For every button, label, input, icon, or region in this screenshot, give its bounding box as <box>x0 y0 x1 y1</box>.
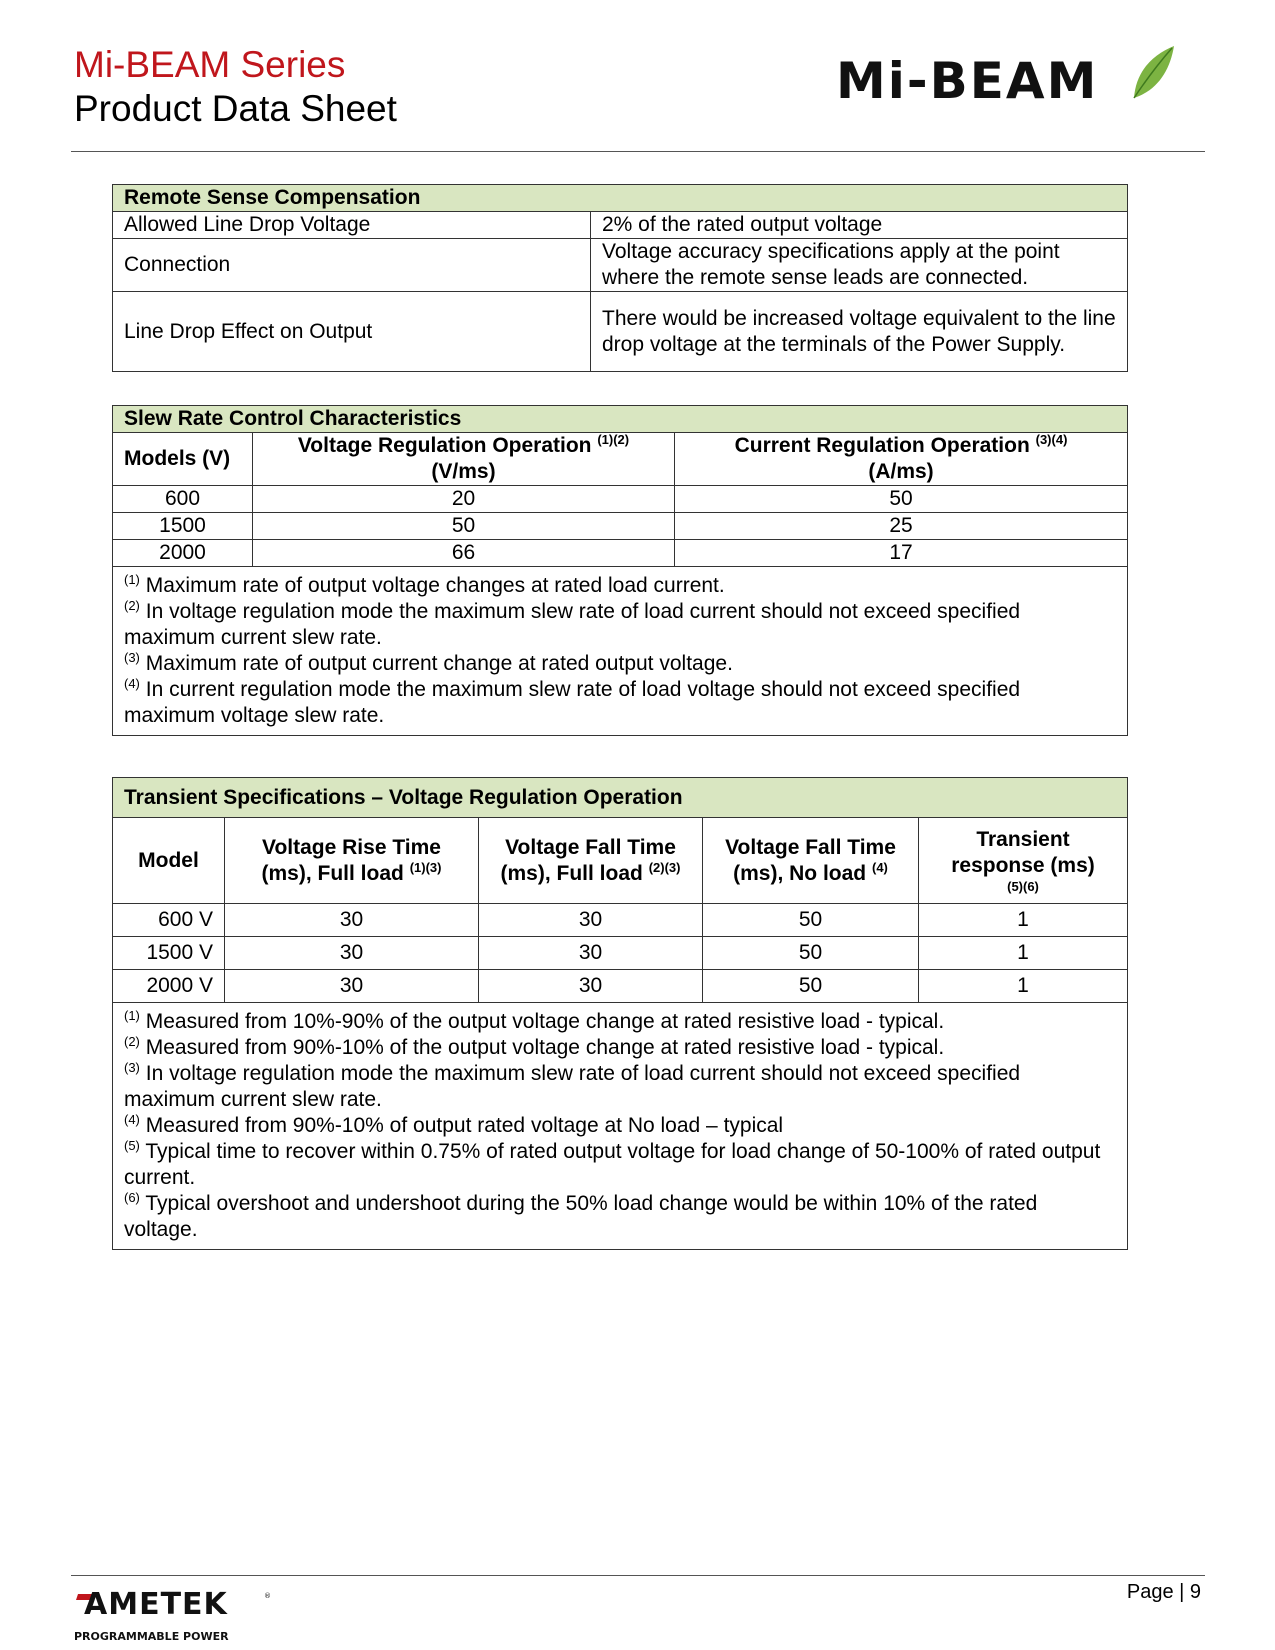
col-rise <box>225 818 479 904</box>
table-row <box>113 540 1128 567</box>
table-row <box>113 904 1128 937</box>
col-voltage <box>253 433 675 486</box>
remote-sense-title: Remote Sense Compensation <box>113 185 1128 212</box>
col-current-line2: (A/ms) <box>868 460 934 483</box>
col-fall-line2: (ms), Full load <box>500 861 643 885</box>
row-label: Connection <box>113 239 591 292</box>
section-header <box>113 406 1128 433</box>
cell-response: 1 <box>919 937 1128 970</box>
notes-row <box>113 1003 1128 1250</box>
footnote: $^{(5)}$ Typical time to recover within 0.75% of rated output voltage for load change of 50-100% of rated output current. <box>124 1138 1101 1189</box>
col-voltage-line2: (V/ms) <box>431 460 496 483</box>
col-noload-ref: (4) <box>871 859 888 875</box>
page-number: Page | 9 <box>1126 1581 1201 1603</box>
footnote: $^{(3)}$ In voltage regulation mode the maximum slew rate of load current should not exceed specified maximum current slew rate. <box>124 1060 1021 1111</box>
slew-rate-title: Slew Rate Control Characteristics <box>113 406 1128 433</box>
transient-notes <box>113 1003 1128 1250</box>
footnote: $^{(4)}$ In current regulation mode the maximum slew rate of load voltage should not exceed specified maximum voltage slew rate. <box>124 676 1021 727</box>
mibeam-logo-text: Mi-BEAM <box>836 52 1099 110</box>
section-header <box>113 185 1128 212</box>
row-value: 2% of the rated output voltage <box>591 212 1128 239</box>
ametek-wordmark: AMETEK <box>84 1587 228 1622</box>
transient-title: Transient Specifications – Voltage Regulation Operation <box>113 778 1128 818</box>
cell-fall: 30 <box>479 904 703 937</box>
cell-fall: 30 <box>479 970 703 1003</box>
col-fall <box>479 818 703 904</box>
cell-voltage: 50 <box>253 513 675 540</box>
ametek-logo <box>74 1582 274 1648</box>
cell-rise: 30 <box>225 970 479 1003</box>
table-row <box>113 970 1128 1003</box>
col-models: Models (V) <box>113 433 253 486</box>
ametek-tagline: PROGRAMMABLE POWER <box>74 1630 229 1643</box>
section-header <box>113 778 1128 818</box>
col-noload-line1: Voltage Fall Time <box>725 835 896 859</box>
cell-response: 1 <box>919 904 1128 937</box>
col-voltage-line1: Voltage Regulation Operation <box>297 434 592 457</box>
col-voltage-ref: (1)(2) <box>597 432 630 447</box>
footnote: $^{(1)}$ Maximum rate of output voltage changes at rated load current. <box>124 572 725 597</box>
mibeam-logo <box>836 40 1176 110</box>
cell-noload: 50 <box>703 937 919 970</box>
col-resp-line1: Transient <box>976 827 1070 851</box>
table-row <box>113 212 1128 239</box>
cell-current: 50 <box>675 486 1128 513</box>
column-header-row <box>113 818 1128 904</box>
cell-rise: 30 <box>225 904 479 937</box>
slew-rate-notes <box>113 567 1128 736</box>
cell-model: 2000 V <box>113 970 225 1003</box>
cell-model: 1500 V <box>113 937 225 970</box>
table-row <box>113 513 1128 540</box>
slew-rate-table <box>112 405 1128 736</box>
cell-model: 600 V <box>113 904 225 937</box>
table-row <box>113 239 1128 292</box>
table-row <box>113 937 1128 970</box>
series-title: Mi-BEAM Series <box>74 44 346 85</box>
row-value: There would be increased voltage equivalent to the line drop voltage at the terminals of the Power Supply. <box>591 292 1128 372</box>
col-rise-line2: (ms), Full load <box>261 861 404 885</box>
footnote: $^{(3)}$ Maximum rate of output current change at rated output voltage. <box>124 650 733 675</box>
col-model: Model <box>113 818 225 904</box>
footer-divider <box>71 1575 1205 1576</box>
cell-rise: 30 <box>225 937 479 970</box>
column-header-row <box>113 433 1128 486</box>
remote-sense-table <box>112 184 1128 372</box>
footnote: $^{(6)}$ Typical overshoot and undershoot during the 50% load change would be within 10% of the rated voltage. <box>124 1190 1038 1241</box>
cell-response: 1 <box>919 970 1128 1003</box>
transient-table <box>112 777 1128 1250</box>
row-label: Allowed Line Drop Voltage <box>113 212 591 239</box>
col-current-line1: Current Regulation Operation <box>734 434 1030 457</box>
footnote: $^{(2)}$ Measured from 90%-10% of the output voltage change at rated resistive load - typical. <box>124 1034 945 1059</box>
cell-noload: 50 <box>703 970 919 1003</box>
cell-voltage: 20 <box>253 486 675 513</box>
cell-current: 25 <box>675 513 1128 540</box>
row-label: Line Drop Effect on Output <box>113 292 591 372</box>
col-current-ref: (3)(4) <box>1035 432 1068 447</box>
table-row <box>113 292 1128 372</box>
footnote: $^{(2)}$ In voltage regulation mode the maximum slew rate of load current should not exceed specified maximum current slew rate. <box>124 598 1021 649</box>
col-fall-line1: Voltage Fall Time <box>505 835 676 859</box>
cell-noload: 50 <box>703 904 919 937</box>
cell-voltage: 66 <box>253 540 675 567</box>
table-row <box>113 486 1128 513</box>
col-noload-line2: (ms), No load <box>733 861 867 885</box>
row-value: Voltage accuracy specifications apply at the point where the remote sense leads are connected. <box>591 239 1128 292</box>
cell-model: 600 <box>113 486 253 513</box>
notes-row <box>113 567 1128 736</box>
col-response <box>919 818 1128 904</box>
svg-text:®: ® <box>264 1592 271 1600</box>
col-rise-line1: Voltage Rise Time <box>262 835 441 859</box>
col-fall-ref: (2)(3) <box>648 859 681 875</box>
cell-model: 2000 <box>113 540 253 567</box>
cell-model: 1500 <box>113 513 253 540</box>
col-noload <box>703 818 919 904</box>
footnote: $^{(1)}$ Measured from 10%-90% of the output voltage change at rated resistive load - typical. <box>124 1008 945 1033</box>
col-current <box>675 433 1128 486</box>
header-divider <box>71 151 1205 152</box>
page-title: Product Data Sheet <box>74 88 397 129</box>
footnote: $^{(4)}$ Measured from 90%-10% of output rated voltage at No load – typical <box>124 1112 784 1137</box>
cell-fall: 30 <box>479 937 703 970</box>
col-rise-ref: (1)(3) <box>409 859 442 875</box>
col-resp-ref: (5)(6) <box>1007 878 1039 894</box>
cell-current: 17 <box>675 540 1128 567</box>
col-resp-line2: response (ms) <box>951 853 1095 877</box>
